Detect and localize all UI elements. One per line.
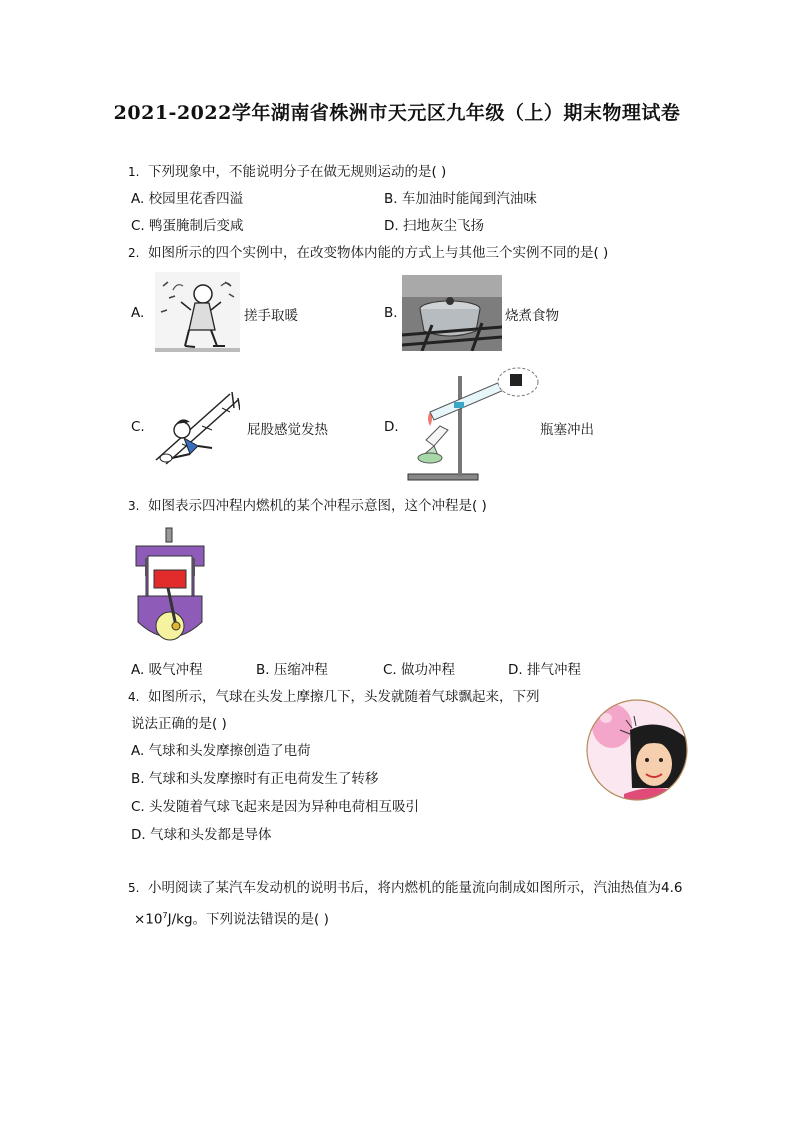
question-4-stem xyxy=(128,688,540,706)
q4-option-b: B. 气球和头发摩擦时有正电荷发生了转移 xyxy=(131,771,379,787)
cooking-pot-photo xyxy=(402,275,502,351)
q1-option-d: D. 扫地灰尘飞扬 xyxy=(384,218,484,234)
question-number: 3. xyxy=(128,499,140,513)
heat-value-exponent: 7 xyxy=(162,911,168,920)
q4-option-c: C. 头发随着气球飞起来是因为异种电荷相互吸引 xyxy=(131,799,420,815)
rubbing-hands-illustration xyxy=(155,272,240,352)
q3-option-d: D. 排气冲程 xyxy=(508,662,581,678)
q3-option-b: B. 压缩冲程 xyxy=(256,662,328,678)
question-text: 如图表示四冲程内燃机的某个冲程示意图，这个冲程是( ) xyxy=(148,498,487,514)
question-text: 下列现象中，不能说明分子在做无规则运动的是( ) xyxy=(148,164,447,180)
question-3-stem xyxy=(128,497,487,515)
question-text: 如图所示，气球在头发上摩擦几下，头发就随着气球飘起来，下列 xyxy=(148,689,540,705)
q4-option-a: A. 气球和头发摩擦创造了电荷 xyxy=(131,743,311,759)
q2-caption-d: 瓶塞冲出 xyxy=(540,422,594,438)
q1-option-a: A. 校园里花香四溢 xyxy=(131,191,244,207)
q2-option-a-letter: A. xyxy=(131,305,145,321)
test-tube-stopper-illustration xyxy=(400,366,540,486)
q2-caption-a: 搓手取暖 xyxy=(244,308,298,324)
slide-child-illustration xyxy=(152,388,240,466)
question-5-stem-line2 xyxy=(134,907,329,929)
q3-option-a: A. 吸气冲程 xyxy=(131,662,203,678)
question-text: 小明阅读了某汽车发动机的说明书后，将内燃机的能量流向制成如图所示，汽油热值为4.6 xyxy=(148,880,683,896)
q2-option-d-letter: D. xyxy=(384,419,399,435)
q1-option-b: B. 车加油时能闻到汽油味 xyxy=(384,191,537,207)
balloon-girl-photo xyxy=(584,698,690,802)
question-number: 5. xyxy=(128,881,140,895)
question-2-stem xyxy=(128,244,608,262)
q2-caption-c: 屁股感觉发热 xyxy=(247,422,328,438)
question-number: 4. xyxy=(128,690,140,704)
heat-value-base: ×10 xyxy=(134,911,163,928)
q2-option-c-letter: C. xyxy=(131,419,145,435)
engine-stroke-diagram xyxy=(130,526,210,650)
heat-value-rest: J/kg。下列说法错误的是( ) xyxy=(167,911,329,928)
q1-option-c: C. 鸭蛋腌制后变咸 xyxy=(131,218,244,234)
question-number: 1. xyxy=(128,165,140,179)
question-4-stem-line2: 说法正确的是( ) xyxy=(131,716,227,732)
question-1-stem xyxy=(128,163,446,181)
page-title: 2021-2022学年湖南省株洲市天元区九年级（上）期末物理试卷 xyxy=(113,102,681,124)
question-text: 如图所示的四个实例中，在改变物体内能的方式上与其他三个实例不同的是( ) xyxy=(148,245,609,261)
q3-option-c: C. 做功冲程 xyxy=(383,662,456,678)
question-5-stem xyxy=(128,879,682,897)
q4-option-d: D. 气球和头发都是导体 xyxy=(131,827,272,843)
q2-option-b-letter: B. xyxy=(384,305,398,321)
q2-caption-b: 烧煮食物 xyxy=(505,308,559,324)
question-number: 2. xyxy=(128,246,140,260)
